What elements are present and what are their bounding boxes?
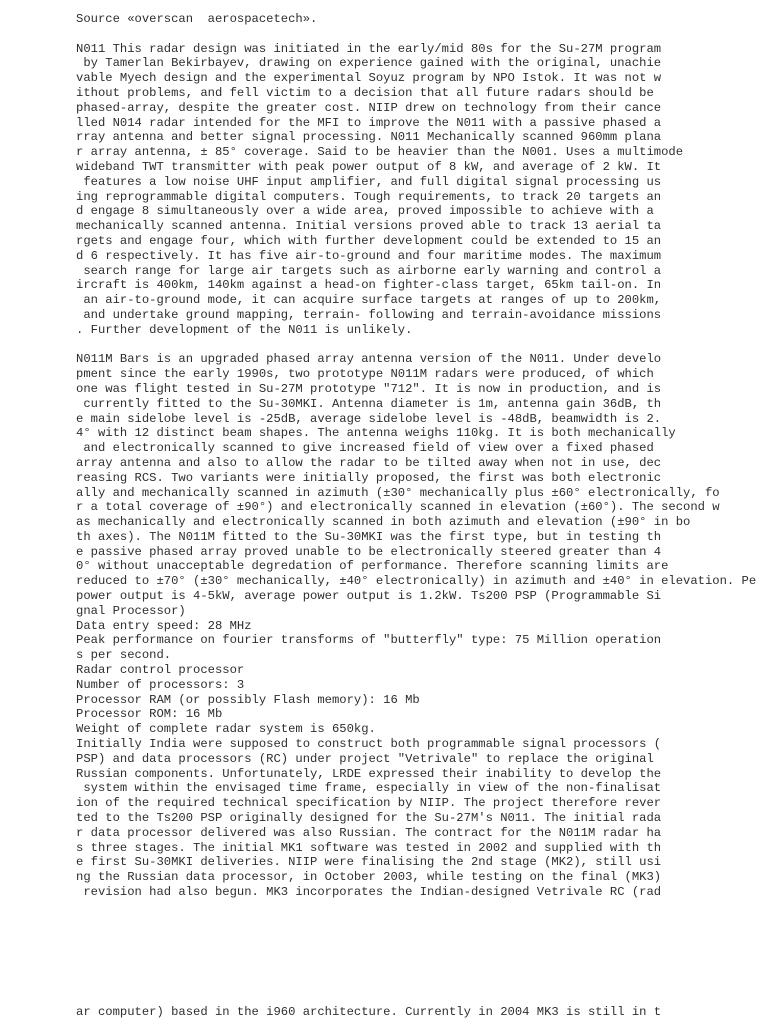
text-line: mechanically scanned antenna. Initial versions proved able to track 13 aerial ta xyxy=(76,219,662,234)
text-line: ally and mechanically scanned in azimuth (±30° mechanically plus ±60° electronically, fo xyxy=(76,485,720,500)
text-line: e main sidelobe level is -25dB, average sidelobe level is -48dB, beamwidth is 2. xyxy=(76,411,662,426)
text-line: PSP) and data processors (RC) under project "Vetrivale" to replace the original xyxy=(76,751,654,766)
text-line: r array antenna, ± 85° coverage. Said to be heavier than the N001. Uses a multimode xyxy=(76,145,684,160)
text-line: ted to the Ts200 PSP originally designed for the Su-27M's N011. The initial rada xyxy=(76,811,662,826)
continued-text-line: ar computer) based in the i960 architecture. Currently in 2004 MK3 is still in t xyxy=(76,1005,662,1019)
text-line: and electronically scanned to give increased field of view over a fixed phased xyxy=(76,441,654,456)
text-line: rgets and engage four, which with further development could be extended to 15 an xyxy=(76,233,662,248)
text-line: by Tamerlan Bekirbayev, drawing on experience gained with the original, unachie xyxy=(76,56,662,71)
text-line: reasing RCS. Two variants were initially proposed, the first was both electronic xyxy=(76,470,662,485)
text-line: N011M Bars is an upgraded phased array antenna version of the N011. Under develo xyxy=(76,352,662,367)
text-line: Peak performance on fourier transforms of "butterfly" type: 75 Million operation xyxy=(76,633,662,648)
text-line: Processor RAM (or possibly Flash memory): 16 Mb xyxy=(76,692,420,707)
text-line: as mechanically and electronically scanned in both azimuth and elevation (±90° in bo xyxy=(76,515,691,530)
text-line: N011 This radar design was initiated in the early/mid 80s for the Su-27M program xyxy=(76,41,662,56)
text-line: 0° without unacceptable degredation of performance. Therefore scanning limits are xyxy=(76,559,669,574)
text-line: th axes). The N011M fitted to the Su-30MKI was the first type, but in testing th xyxy=(76,529,662,544)
text-line: d 6 respectively. It has five air-to-ground and four maritime modes. The maximum xyxy=(76,248,662,263)
text-line: system within the envisaged time frame, especially in view of the non-finalisat xyxy=(76,781,662,796)
text-line: rray antenna and better signal processing. N011 Mechanically scanned 960mm plana xyxy=(76,130,662,145)
text-line: search range for large air targets such as airborne early warning and control a xyxy=(76,263,662,278)
text-line: reduced to ±70° (±30° mechanically, ±40° electronically) in azimuth and ±40° in elevation. Pe xyxy=(76,574,757,589)
text-line: pment since the early 1990s, two prototype N011M radars were produced, of which xyxy=(76,367,654,382)
text-line: and undertake ground mapping, terrain- following and terrain-avoidance missions xyxy=(76,307,662,322)
text-line: ircraft is 400km, 140km against a head-on fighter-class target, 65km tail-on. In xyxy=(76,278,662,293)
blank-line xyxy=(76,338,756,353)
text-line: ng the Russian data processor, in October 2003, while testing on the final (MK3) xyxy=(76,870,662,885)
text-line: s per second. xyxy=(76,648,172,663)
text-line: Weight of complete radar system is 650kg. xyxy=(76,722,376,737)
text-line: features a low noise UHF input amplifier, and full digital signal processing us xyxy=(76,174,662,189)
text-line: one was flight tested in Su-27M prototype "712". It is now in production, and is xyxy=(76,381,662,396)
text-line: currently fitted to the Su-30MKI. Antenna diameter is 1m, antenna gain 36dB, th xyxy=(76,396,662,411)
text-line: Processor ROM: 16 Mb xyxy=(76,707,223,722)
text-line: wideband TWT transmitter with peak power output of 8 kW, and average of 2 kW. It xyxy=(76,159,662,174)
text-line: Source «overscan aerospacetech». xyxy=(76,12,318,26)
text-line: r data processor delivered was also Russian. The contract for the N011M radar ha xyxy=(76,825,662,840)
text-line: vable Myech design and the experimental Soyuz program by NPO Istok. It was not w xyxy=(76,71,662,86)
text-line: phased-array, despite the greater cost. NIIP drew on technology from their cance xyxy=(76,100,662,115)
text-line: 4° with 12 distinct beam shapes. The antenna weighs 110kg. It is both mechanically xyxy=(76,426,676,441)
text-line: revision had also begun. MK3 incorporates the Indian-designed Vetrivale RC (rad xyxy=(76,885,662,900)
text-line: power output is 4-5kW, average power output is 1.2kW. Ts200 PSP (Programmable Si xyxy=(76,589,662,604)
text-line: array antenna and also to allow the radar to be tilted away when not in use, dec xyxy=(76,455,662,470)
text-line: ion of the required technical specification by NIIP. The project therefore rever xyxy=(76,796,662,811)
text-line: ithout problems, and fell victim to a decision that all future radars should be xyxy=(76,85,654,100)
text-line: Radar control processor xyxy=(76,663,245,678)
text-line: e passive phased array proved unable to be electronically steered greater than 4 xyxy=(76,544,662,559)
text-line: lled N014 radar intended for the MFI to improve the N011 with a passive phased a xyxy=(76,115,662,130)
text-line: Initially India were supposed to construct both programmable signal processors ( xyxy=(76,737,662,752)
text-line: r a total coverage of ±90°) and electronically scanned in elevation (±60°). The second w xyxy=(76,500,720,515)
text-line: d engage 8 simultaneously over a wide area, proved impossible to achieve with a xyxy=(76,204,654,219)
text-line: s three stages. The initial MK1 software was tested in 2002 and supplied with th xyxy=(76,840,662,855)
blank-line xyxy=(76,27,756,42)
document-body xyxy=(76,12,756,900)
text-line: . Further development of the N011 is unlikely. xyxy=(76,322,413,337)
text-line: an air-to-ground mode, it can acquire surface targets at ranges of up to 200km, xyxy=(76,293,662,308)
text-line: e first Su-30MKI deliveries. NIIP were finalising the 2nd stage (MK2), still usi xyxy=(76,855,662,870)
text-line: Russian components. Unfortunately, LRDE expressed their inability to develop the xyxy=(76,766,662,781)
text-line: gnal Processor) xyxy=(76,603,186,618)
text-line: ing reprogrammable digital computers. Tough requirements, to track 20 targets an xyxy=(76,189,662,204)
text-line: Data entry speed: 28 MHz xyxy=(76,618,252,633)
text-line: Number of processors: 3 xyxy=(76,677,245,692)
